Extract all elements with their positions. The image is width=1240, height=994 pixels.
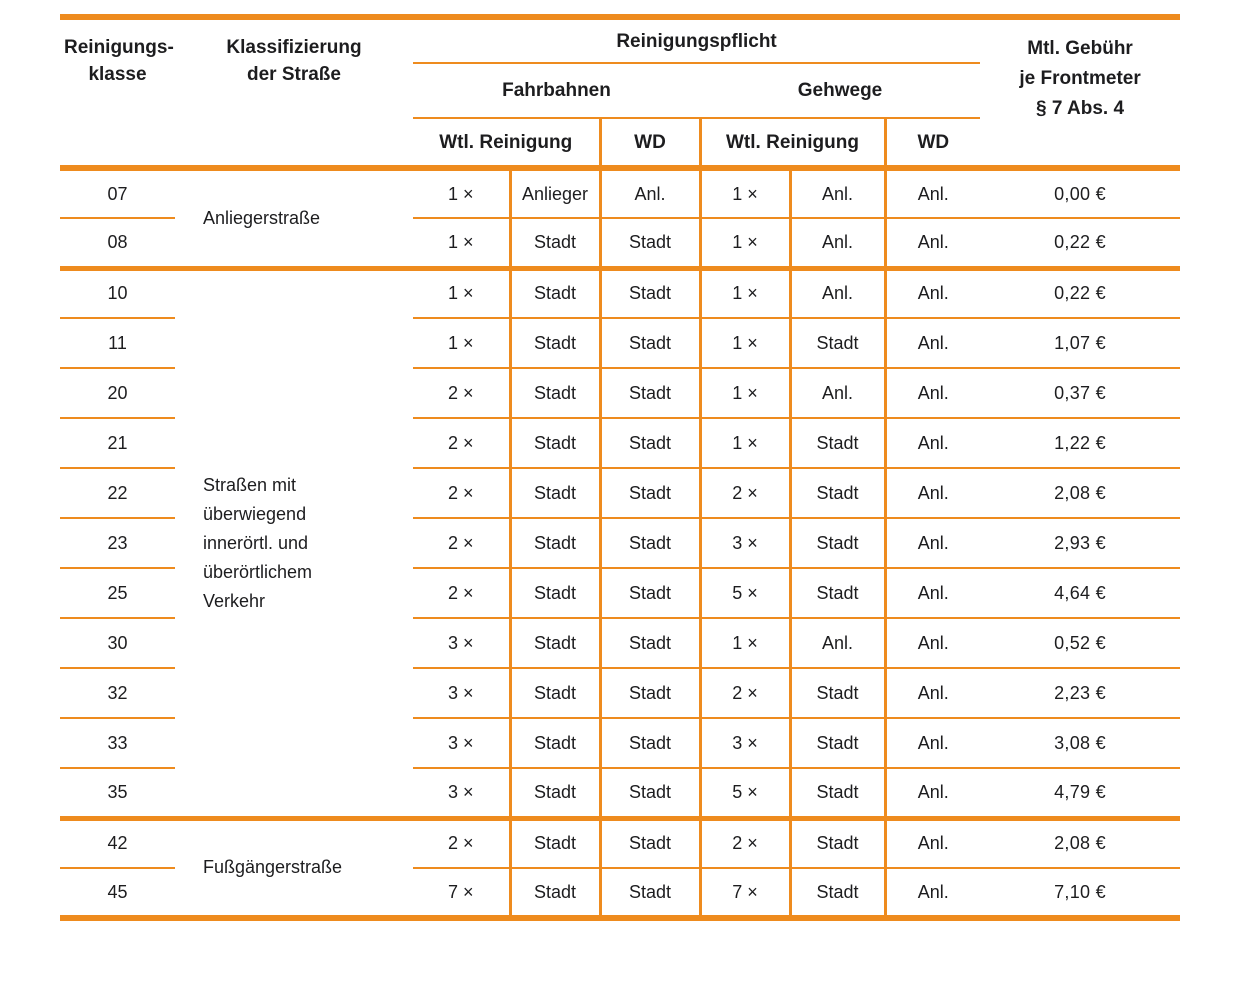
header-reinigungsklasse-line2: klasse <box>88 64 147 85</box>
cell-fahrbahn-wtl-pflicht: Stadt <box>510 668 600 718</box>
cell-gehweg-wtl-pflicht: Stadt <box>790 868 885 918</box>
cell-gehweg-wd: Anl. <box>885 218 980 268</box>
header-reinigungsklasse-line1: Reinigungs- <box>64 37 174 58</box>
header-gehwege: Gehwege <box>700 63 980 118</box>
cell-reinigungsklasse: 10 <box>107 283 128 304</box>
header-gehwege-wd: WD <box>885 118 980 168</box>
cell-gehweg-wtl-anzahl: 2 × <box>700 818 790 868</box>
header-klassifizierung <box>175 17 413 168</box>
cell-fahrbahn-wtl-pflicht: Stadt <box>510 768 600 818</box>
cell-gebuehr: 4,64 € <box>1054 582 1106 603</box>
cell-gehweg-wd: Anl. <box>885 518 980 568</box>
header-gebuehr-line1: Mtl. Gebühr <box>1027 38 1133 59</box>
cell-reinigungsklasse: 42 <box>107 833 128 854</box>
cell-gebuehr: 2,23 € <box>1054 682 1106 703</box>
cell-fahrbahn-wtl-anzahl: 7 × <box>447 881 474 902</box>
classification-line: überörtlichem <box>203 561 313 582</box>
cell-gebuehr: 4,79 € <box>1054 781 1106 802</box>
cell-gehweg-wtl-pflicht: Stadt <box>790 718 885 768</box>
cell-fahrbahn-wd: Stadt <box>600 318 700 368</box>
cell-fahrbahn-wtl-anzahl: 2 × <box>447 382 474 403</box>
cell-fahrbahn-wtl-anzahl: 2 × <box>447 833 474 854</box>
cell-gebuehr: 2,93 € <box>1054 532 1106 553</box>
cell-reinigungsklasse: 23 <box>107 532 128 553</box>
cell-gebuehr: 0,37 € <box>1054 382 1106 403</box>
cell-fahrbahn-wtl-anzahl: 1 × <box>447 283 474 304</box>
cell-reinigungsklasse: 30 <box>107 632 128 653</box>
table-row <box>60 268 1180 318</box>
cell-gehweg-wtl-anzahl: 5 × <box>700 768 790 818</box>
cell-fahrbahn-wtl-anzahl: 2 × <box>447 582 474 603</box>
cell-fahrbahn-wd: Stadt <box>600 718 700 768</box>
cell-reinigungsklasse: 22 <box>107 482 128 503</box>
cell-gehweg-wtl-anzahl: 1 × <box>700 318 790 368</box>
cell-gehweg-wtl-pflicht: Stadt <box>790 418 885 468</box>
cell-fahrbahn-wtl-anzahl: 2 × <box>447 532 474 553</box>
cell-fahrbahn-wtl-anzahl: 1 × <box>447 332 474 353</box>
cell-gebuehr: 3,08 € <box>1054 732 1106 753</box>
cell-gehweg-wtl-anzahl: 3 × <box>700 518 790 568</box>
header-fahrbahnen-wtl-reinigung: Wtl. Reinigung <box>439 131 573 153</box>
cell-fahrbahn-wtl-pflicht: Anlieger <box>510 168 600 218</box>
cell-fahrbahn-wtl-pflicht: Stadt <box>510 518 600 568</box>
header-fahrbahnen-wd: WD <box>600 118 700 168</box>
cell-fahrbahn-wd: Stadt <box>600 768 700 818</box>
cell-reinigungsklasse: 08 <box>107 231 128 252</box>
header-klassifizierung-line1: Klassifizierung <box>226 37 362 58</box>
cell-fahrbahn-wtl-pflicht: Stadt <box>510 818 600 868</box>
cell-gehweg-wtl-anzahl: 1 × <box>700 268 790 318</box>
cell-gehweg-wd: Anl. <box>885 418 980 468</box>
header-gehwege-wtl-reinigung: Wtl. Reinigung <box>700 118 885 168</box>
cell-gehweg-wd: Anl. <box>885 468 980 518</box>
cell-fahrbahn-wtl-anzahl: 3 × <box>447 682 474 703</box>
cell-reinigungsklasse: 11 <box>108 332 127 353</box>
header-fahrbahnen: Fahrbahnen <box>413 63 700 118</box>
reinigungsklassen-table <box>60 14 1180 921</box>
cell-strassen-klassifizierung <box>175 168 413 268</box>
header-row-main <box>60 17 1180 63</box>
cell-gehweg-wtl-anzahl: 1 × <box>700 218 790 268</box>
cell-fahrbahn-wd: Stadt <box>600 818 700 868</box>
cell-fahrbahn-wtl-anzahl: 3 × <box>447 781 474 802</box>
cell-fahrbahn-wtl-anzahl: 3 × <box>447 732 474 753</box>
fee-table-container <box>60 14 1180 921</box>
cell-gehweg-wtl-pflicht: Stadt <box>790 318 885 368</box>
cell-gebuehr: 0,22 € <box>1054 231 1106 252</box>
cell-gebuehr: 0,52 € <box>1054 632 1106 653</box>
cell-fahrbahn-wd: Stadt <box>600 618 700 668</box>
header-reinigungspflicht: Reinigungspflicht <box>413 17 980 63</box>
table-row <box>60 168 1180 218</box>
cell-gehweg-wd: Anl. <box>885 868 980 918</box>
classification-line: Straßen mit <box>203 474 297 495</box>
cell-fahrbahn-wtl-anzahl: 2 × <box>447 482 474 503</box>
cell-gehweg-wtl-anzahl: 1 × <box>700 618 790 668</box>
cell-fahrbahn-wd: Stadt <box>600 218 700 268</box>
table-row <box>60 818 1180 868</box>
cell-gehweg-wtl-pflicht: Stadt <box>790 668 885 718</box>
cell-gehweg-wd: Anl. <box>885 768 980 818</box>
cell-gehweg-wtl-pflicht: Anl. <box>790 618 885 668</box>
classification-line: Verkehr <box>203 590 266 611</box>
cell-fahrbahn-wd: Stadt <box>600 418 700 468</box>
cell-fahrbahn-wd: Stadt <box>600 268 700 318</box>
classification-line: Anliegerstraße <box>203 207 321 228</box>
cell-gebuehr: 2,08 € <box>1054 482 1106 503</box>
cell-gehweg-wd: Anl. <box>885 718 980 768</box>
cell-fahrbahn-wtl-pflicht: Stadt <box>510 718 600 768</box>
cell-fahrbahn-wtl-pflicht: Stadt <box>510 618 600 668</box>
cell-gehweg-wtl-anzahl: 3 × <box>700 718 790 768</box>
header-gebuehr-line3: § 7 Abs. 4 <box>1036 98 1125 119</box>
cell-gehweg-wtl-anzahl: 1 × <box>700 168 790 218</box>
cell-reinigungsklasse: 25 <box>107 582 128 603</box>
cell-fahrbahn-wtl-pflicht: Stadt <box>510 468 600 518</box>
cell-gehweg-wtl-pflicht: Anl. <box>790 268 885 318</box>
cell-gehweg-wd: Anl. <box>885 268 980 318</box>
cell-reinigungsklasse: 33 <box>107 732 128 753</box>
cell-strassen-klassifizierung <box>175 818 413 918</box>
cell-gehweg-wd: Anl. <box>885 618 980 668</box>
cell-gebuehr: 1,07 € <box>1054 332 1106 353</box>
cell-fahrbahn-wtl-pflicht: Stadt <box>510 868 600 918</box>
classification-line: überwiegend <box>203 503 307 524</box>
cell-gehweg-wtl-pflicht: Anl. <box>790 168 885 218</box>
cell-fahrbahn-wtl-pflicht: Stadt <box>510 568 600 618</box>
cell-gehweg-wd: Anl. <box>885 168 980 218</box>
cell-fahrbahn-wd: Stadt <box>600 468 700 518</box>
cell-gehweg-wtl-anzahl: 2 × <box>700 468 790 518</box>
cell-gehweg-wtl-pflicht: Stadt <box>790 768 885 818</box>
table-body <box>60 168 1180 918</box>
cell-reinigungsklasse: 32 <box>107 682 128 703</box>
cell-gehweg-wtl-anzahl: 1 × <box>700 368 790 418</box>
cell-gehweg-wtl-anzahl: 1 × <box>700 418 790 468</box>
header-gebuehr-line2: je Frontmeter <box>1019 68 1141 89</box>
cell-fahrbahn-wtl-anzahl: 1 × <box>447 231 474 252</box>
cell-gehweg-wd: Anl. <box>885 568 980 618</box>
cell-gehweg-wd: Anl. <box>885 668 980 718</box>
cell-gehweg-wtl-pflicht: Stadt <box>790 818 885 868</box>
cell-reinigungsklasse: 21 <box>107 432 128 453</box>
cell-gehweg-wd: Anl. <box>885 818 980 868</box>
cell-fahrbahn-wtl-anzahl: 3 × <box>447 632 474 653</box>
header-gebuehr <box>980 17 1180 168</box>
header-reinigungsklasse <box>60 17 175 168</box>
cell-fahrbahn-wtl-pflicht: Stadt <box>510 368 600 418</box>
cell-fahrbahn-wtl-anzahl: 2 × <box>447 432 474 453</box>
cell-reinigungsklasse: 07 <box>107 183 128 204</box>
cell-gebuehr: 0,00 € <box>1054 183 1106 204</box>
cell-fahrbahn-wd: Anl. <box>600 168 700 218</box>
cell-fahrbahn-wtl-pflicht: Stadt <box>510 418 600 468</box>
cell-fahrbahn-wtl-pflicht: Stadt <box>510 218 600 268</box>
cell-gehweg-wtl-pflicht: Stadt <box>790 568 885 618</box>
cell-fahrbahn-wtl-pflicht: Stadt <box>510 268 600 318</box>
cell-reinigungsklasse: 35 <box>107 781 128 802</box>
cell-gehweg-wtl-anzahl: 2 × <box>700 668 790 718</box>
cell-strassen-klassifizierung <box>175 268 413 818</box>
cell-fahrbahn-wtl-anzahl: 1 × <box>447 183 474 204</box>
cell-fahrbahn-wd: Stadt <box>600 868 700 918</box>
cell-reinigungsklasse: 20 <box>107 382 128 403</box>
cell-gehweg-wtl-pflicht: Anl. <box>790 368 885 418</box>
table-header <box>60 17 1180 168</box>
cell-reinigungsklasse: 45 <box>107 881 128 902</box>
cell-gehweg-wd: Anl. <box>885 318 980 368</box>
cell-fahrbahn-wd: Stadt <box>600 668 700 718</box>
cell-gehweg-wtl-pflicht: Stadt <box>790 518 885 568</box>
cell-gehweg-wtl-pflicht: Anl. <box>790 218 885 268</box>
cell-gehweg-wtl-pflicht: Stadt <box>790 468 885 518</box>
cell-gebuehr: 1,22 € <box>1054 432 1106 453</box>
cell-gehweg-wtl-anzahl: 5 × <box>700 568 790 618</box>
cell-fahrbahn-wtl-pflicht: Stadt <box>510 318 600 368</box>
cell-fahrbahn-wd: Stadt <box>600 568 700 618</box>
cell-gehweg-wd: Anl. <box>885 368 980 418</box>
classification-line: Fußgängerstraße <box>203 857 343 878</box>
cell-gebuehr: 7,10 € <box>1054 881 1106 902</box>
cell-gehweg-wtl-anzahl: 7 × <box>700 868 790 918</box>
header-klassifizierung-line2: der Straße <box>247 64 341 85</box>
cell-gebuehr: 2,08 € <box>1054 833 1106 854</box>
cell-fahrbahn-wd: Stadt <box>600 368 700 418</box>
cell-fahrbahn-wd: Stadt <box>600 518 700 568</box>
classification-line: innerörtl. und <box>203 532 309 553</box>
cell-gebuehr: 0,22 € <box>1054 283 1106 304</box>
